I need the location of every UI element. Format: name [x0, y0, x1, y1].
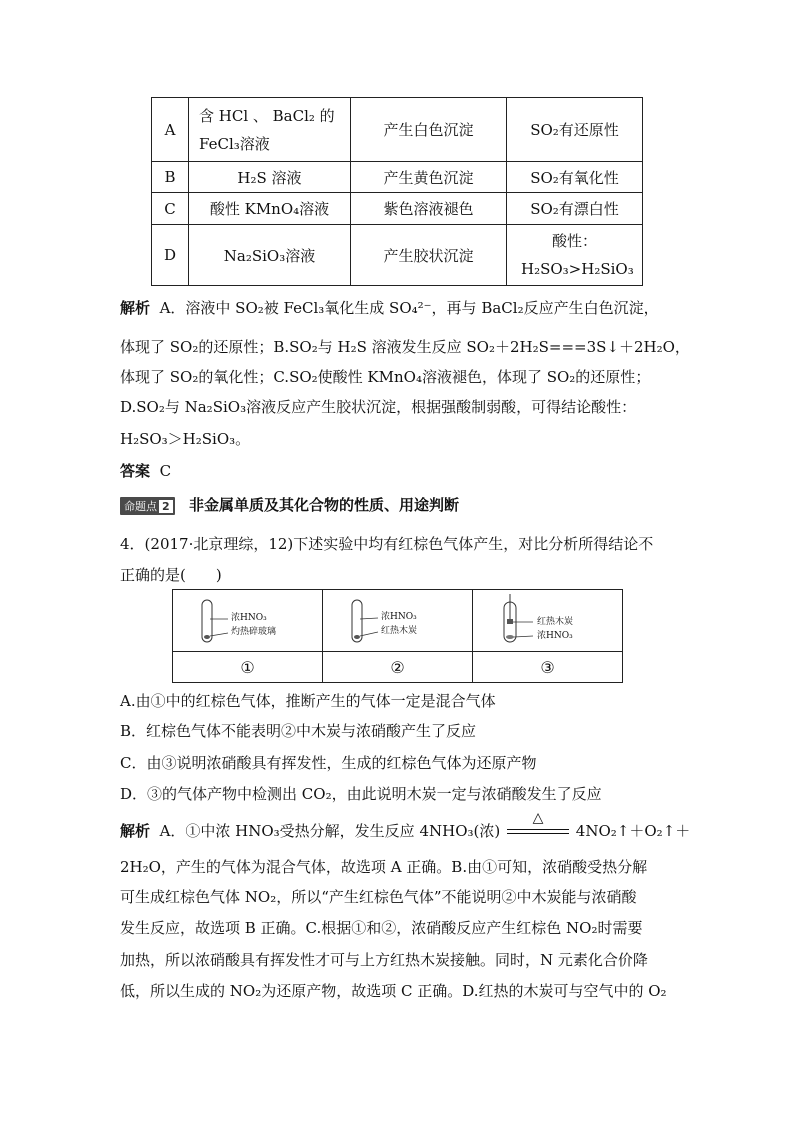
analysis-1-line: 体现了 SO₂的氧化性；C.SO₂使酸性 KMnO₄溶液褪色，体现了 SO₂的还原性；	[120, 368, 651, 386]
section-tag-number: 2	[159, 500, 173, 513]
figure-number: ①	[173, 652, 323, 683]
question-stem: 4．(2017·北京理综，12)下述实验中均有红棕色气体产生，对比分析所得结论不	[120, 535, 654, 553]
analysis-text: A．①中浓 HNO₃受热分解，发生反应 4NHO₃(浓)	[159, 822, 501, 840]
figure-label: 红热木炭	[381, 625, 418, 636]
table-row	[152, 162, 643, 193]
row-phenomenon: 紫色溶液褪色	[351, 193, 507, 225]
section-tag-text: 命题点	[124, 500, 157, 513]
analysis-1-line: H₂SO₃＞H₂SiO₃。	[120, 430, 251, 448]
apparatus-3	[473, 591, 622, 651]
option-b: B．红棕色气体不能表明②中木炭与浓硝酸产生了反应	[120, 722, 477, 740]
table-row	[152, 225, 643, 286]
section-tag	[120, 497, 175, 515]
figure-label: 浓HNO₃	[231, 612, 267, 623]
figure-cell-2	[323, 590, 473, 652]
apparatus-1	[173, 591, 322, 651]
analysis-2-line: 可生成红棕色气体 NO₂，所以“产生红棕色气体”不能说明②中木炭能与浓硝酸	[120, 888, 637, 906]
figure-number: ②	[323, 652, 473, 683]
row-reagent: Na₂SiO₃溶液	[189, 225, 351, 286]
analysis-2-line: 加热，所以浓硝酸具有挥发性才可与上方红热木炭接触。同时，N 元素化合价降	[120, 951, 648, 969]
equal-line	[507, 833, 569, 834]
figure-label: 灼热碎玻璃	[231, 626, 277, 637]
reaction-condition	[505, 810, 571, 840]
figure-cell-1	[173, 590, 323, 652]
analysis-2-line: 发生反应，故选项 B 正确。C.根据①和②，浓硝酸反应产生红棕色 NO₂时需要	[120, 919, 643, 937]
answer-value: C	[159, 462, 172, 480]
row-reagent: H₂S 溶液	[189, 162, 351, 193]
table-row	[152, 98, 643, 162]
row-label: D	[152, 225, 189, 286]
figure-number: ③	[473, 652, 623, 683]
question-stem: 正确的是( )	[120, 566, 222, 584]
figure-label: 红热木炭	[537, 616, 574, 627]
row-reagent: 含 HCl 、 BaCl₂ 的 FeCl₃溶液	[189, 98, 351, 162]
answer-line	[120, 460, 171, 481]
analysis-label: 解析	[120, 822, 151, 840]
option-c: C．由③说明浓硝酸具有挥发性，生成的红棕色气体为还原产物	[120, 754, 537, 772]
option-a: A.由①中的红棕色气体，推断产生的气体一定是混合气体	[120, 692, 496, 710]
analysis-2-line	[120, 810, 691, 841]
row-conclusion: 酸性：H₂SO₃>H₂SiO₃	[507, 225, 643, 286]
heat-symbol: △	[532, 810, 544, 826]
apparatus-2	[323, 591, 472, 651]
analysis-1-line: 体现了 SO₂的还原性；B.SO₂与 H₂S 溶液发生反应 SO₂＋2H₂S===3S↓＋2H₂O，	[120, 338, 690, 356]
section-title: 非金属单质及其化合物的性质、用途判断	[188, 496, 459, 514]
figure-row	[173, 590, 623, 652]
analysis-1-line: D.SO₂与 Na₂SiO₃溶液反应产生胶状沉淀，根据强酸制弱酸，可得结论酸性：	[120, 398, 637, 416]
option-d: D．③的气体产物中检测出 CO₂，由此说明木炭一定与浓硝酸发生了反应	[120, 785, 602, 803]
analysis-2-line: 2H₂O，产生的气体为混合气体，故选项 A 正确。B.由①可知，浓硝酸受热分解	[120, 858, 648, 876]
figure-cell-3	[473, 590, 623, 652]
analysis-text: A．溶液中 SO₂被 FeCl₃氧化生成 SO₄²⁻，再与 BaCl₂反应产生白色沉淀，	[159, 299, 659, 317]
row-phenomenon: 产生黄色沉淀	[351, 162, 507, 193]
experiment-figure	[172, 589, 623, 683]
analysis-2-line: 低，所以生成的 NO₂为还原产物，故选项 C 正确。D.红热的木炭可与空气中的 O₂	[120, 982, 667, 1000]
row-phenomenon: 产生白色沉淀	[351, 98, 507, 162]
analysis-label: 解析	[120, 299, 151, 317]
row-label: A	[152, 98, 189, 162]
analysis-1-line	[120, 297, 659, 318]
options-table	[151, 97, 643, 286]
row-conclusion: SO₂有漂白性	[507, 193, 643, 225]
answer-label: 答案	[120, 462, 151, 480]
row-conclusion: SO₂有氧化性	[507, 162, 643, 193]
analysis-text: 4NO₂↑＋O₂↑＋	[575, 822, 691, 840]
row-conclusion: SO₂有还原性	[507, 98, 643, 162]
row-label: C	[152, 193, 189, 225]
row-phenomenon: 产生胶状沉淀	[351, 225, 507, 286]
row-label: B	[152, 162, 189, 193]
figure-number-row	[173, 652, 623, 683]
table-row	[152, 193, 643, 225]
row-reagent: 酸性 KMnO₄溶液	[189, 193, 351, 225]
figure-label: 浓HNO₃	[381, 611, 417, 622]
equal-line	[507, 829, 569, 830]
section-header	[120, 494, 459, 515]
figure-label: 浓HNO₃	[537, 630, 573, 641]
